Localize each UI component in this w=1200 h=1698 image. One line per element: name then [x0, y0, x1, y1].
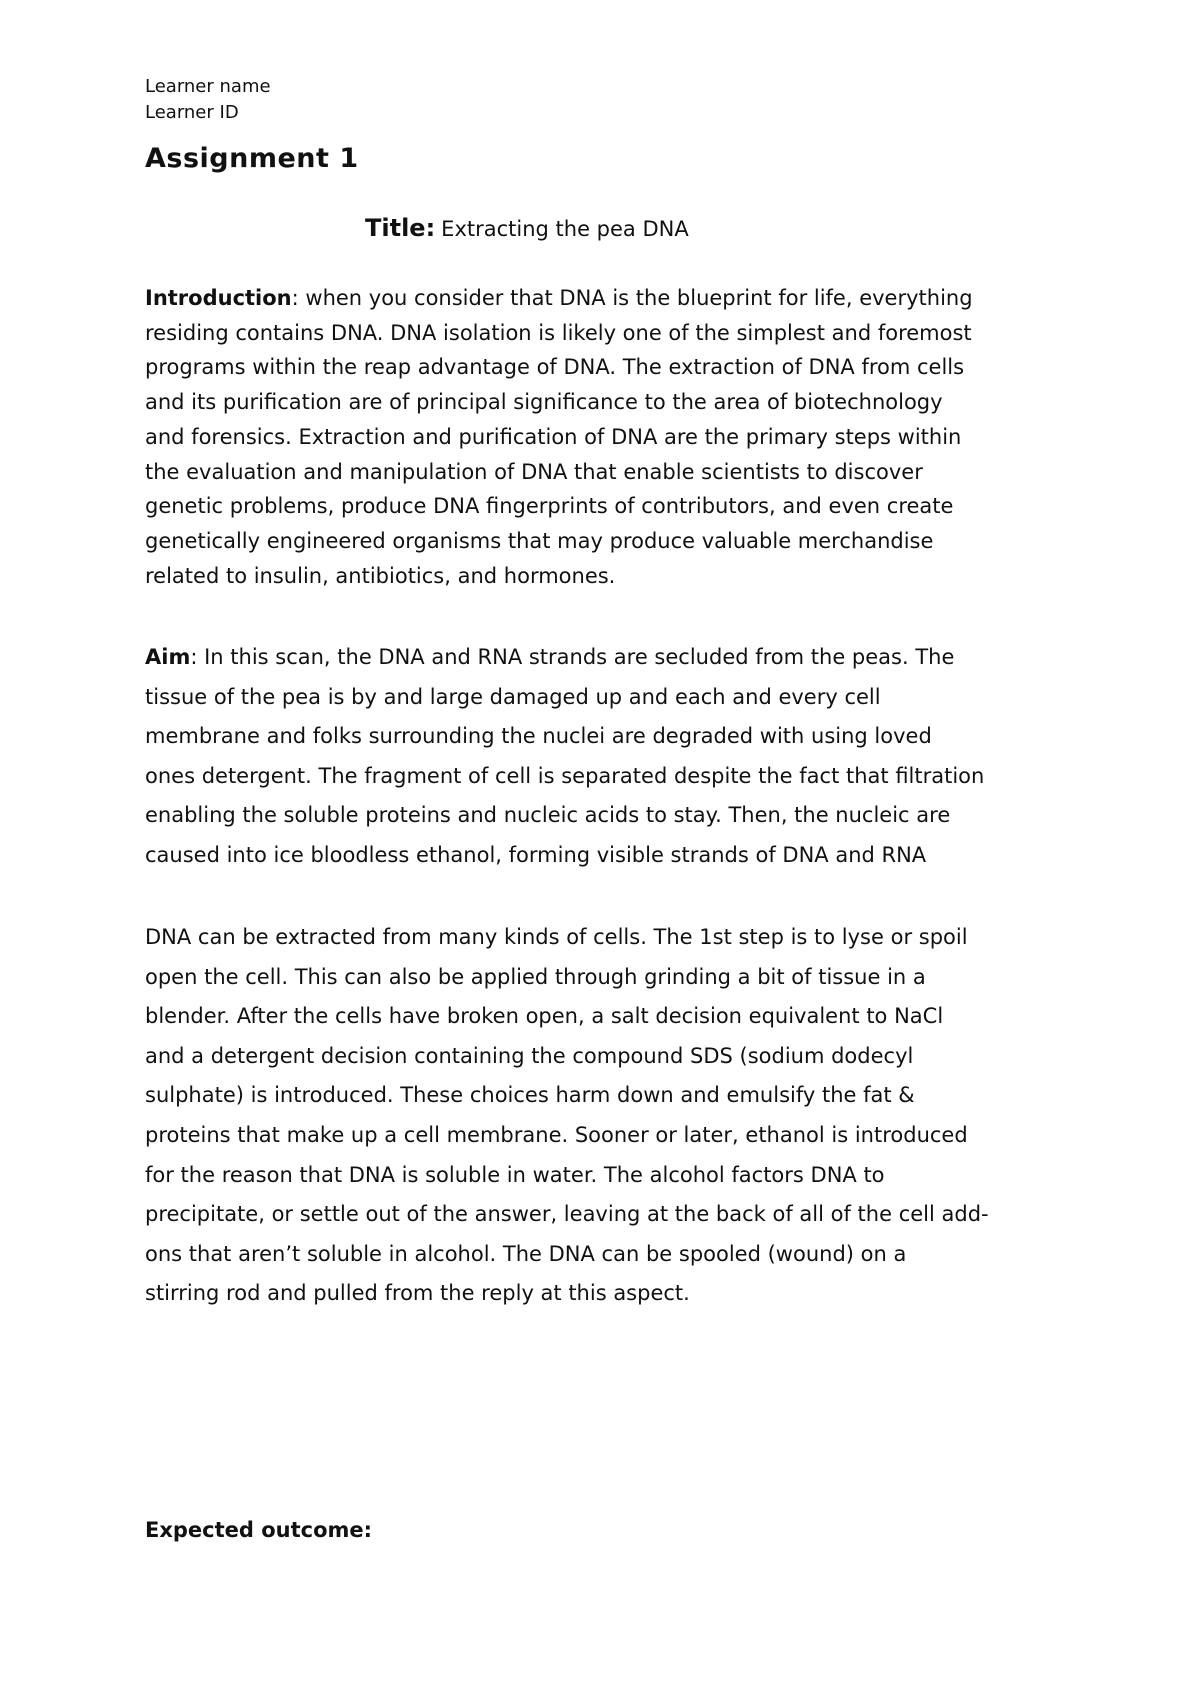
introduction-line: the evaluation and manipulation of DNA that enable scientists to discover	[145, 459, 923, 484]
expected-outcome-heading: Expected outcome:	[145, 1518, 373, 1542]
introduction-line	[145, 281, 1075, 316]
dna-paragraph-line: blender. After the cells have broken open, a salt decision equivalent to NaCl	[145, 1004, 944, 1029]
assignment-heading: Assignment 1	[145, 143, 359, 174]
dna-paragraph-line: for the reason that DNA is soluble in water. The alcohol factors DNA to	[145, 1162, 885, 1187]
introduction-label: Introduction	[145, 286, 292, 310]
aim-line: tissue of the pea is by and large damaged up and each and every cell	[145, 684, 881, 709]
introduction-line: related to insulin, antibiotics, and hormones.	[145, 563, 616, 588]
aim-line: caused into ice bloodless ethanol, forming visible strands of DNA and RNA	[145, 842, 927, 867]
title-label: Title:	[365, 214, 436, 242]
aim-line: ones detergent. The fragment of cell is separated despite the fact that filtration	[145, 763, 985, 788]
introduction-line: genetically engineered organisms that may produce valuable merchandise	[145, 528, 934, 553]
introduction-line: and forensics. Extraction and purification of DNA are the primary steps within	[145, 424, 962, 449]
dna-paragraph-line: and a detergent decision containing the compound SDS (sodium dodecyl	[145, 1043, 914, 1068]
introduction-paragraph	[145, 281, 1075, 593]
introduction-line: genetic problems, produce DNA fingerprints of contributors, and even create	[145, 494, 954, 519]
title-line	[365, 214, 689, 242]
learner-name: Learner name	[145, 76, 271, 97]
introduction-line: residing contains DNA. DNA isolation is likely one of the simplest and foremost	[145, 320, 972, 345]
introduction-line: programs within the reap advantage of DNA. The extraction of DNA from cells	[145, 355, 965, 380]
introduction-line: and its purification are of principal significance to the area of biotechnology	[145, 390, 943, 415]
aim-line: membrane and folks surrounding the nuclei are degraded with using loved	[145, 724, 932, 749]
dna-paragraph-line: open the cell. This can also be applied through grinding a bit of tissue in a	[145, 964, 926, 989]
dna-paragraph-line: proteins that make up a cell membrane. Sooner or later, ethanol is introduced	[145, 1122, 968, 1147]
aim-label: Aim	[145, 645, 191, 669]
dna-extraction-paragraph	[145, 918, 1075, 1314]
learner-id: Learner ID	[145, 102, 239, 123]
aim-line: enabling the soluble proteins and nucleic acids to stay. Then, the nucleic are	[145, 803, 951, 828]
dna-paragraph-line: ons that aren’t soluble in alcohol. The DNA can be spooled (wound) on a	[145, 1241, 907, 1266]
title-value: Extracting the pea DNA	[441, 217, 689, 241]
aim-line	[145, 638, 1075, 678]
dna-paragraph-line: DNA can be extracted from many kinds of cells. The 1st step is to lyse or spoil	[145, 925, 968, 949]
dna-paragraph-line: stirring rod and pulled from the reply at this aspect.	[145, 1281, 690, 1306]
dna-paragraph-line: sulphate) is introduced. These choices harm down and emulsify the fat &	[145, 1083, 915, 1108]
introduction-line-text: : when you consider that DNA is the blueprint for life, everything	[291, 286, 973, 310]
aim-line-text: : In this scan, the DNA and RNA strands are secluded from the peas. The	[190, 645, 955, 669]
dna-paragraph-line: precipitate, or settle out of the answer, leaving at the back of all of the cell add-	[145, 1202, 989, 1227]
aim-paragraph	[145, 638, 1075, 876]
